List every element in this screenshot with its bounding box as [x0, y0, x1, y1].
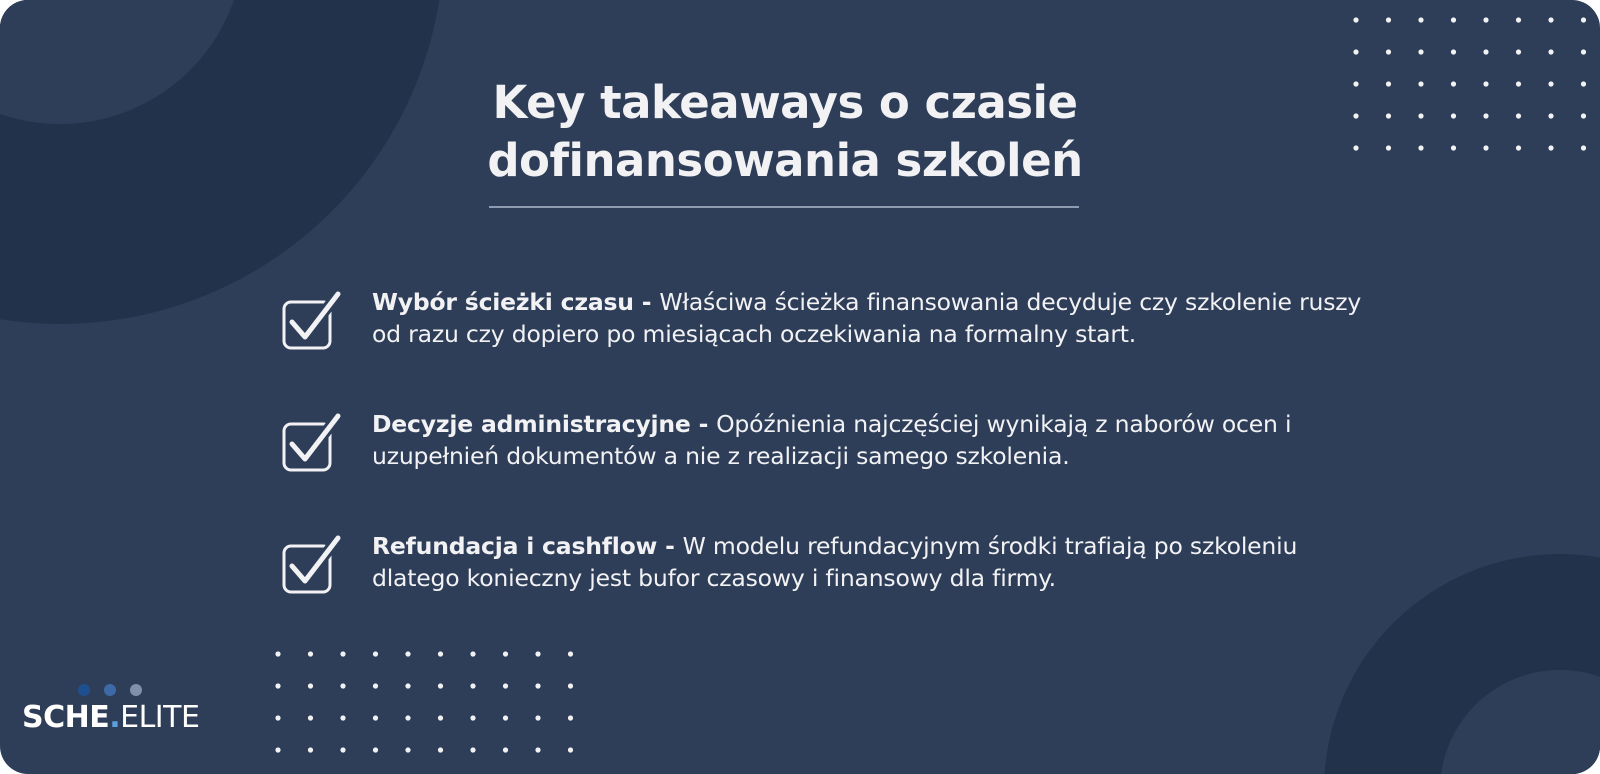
decor-dot [1353, 49, 1358, 54]
decor-dot [1483, 17, 1488, 22]
decor-dot [1483, 49, 1488, 54]
logo-dot-3 [130, 684, 142, 696]
decor-dot [535, 747, 540, 752]
checkbox-checked-icon [278, 534, 344, 600]
list-item [278, 286, 1398, 408]
decor-dot [503, 747, 508, 752]
page-title [0, 74, 1570, 190]
decor-dot [1548, 49, 1553, 54]
decor-dot [308, 715, 313, 720]
decor-dot [1581, 81, 1586, 86]
decor-dot [275, 715, 280, 720]
takeaways-list [278, 286, 1398, 652]
decor-dot [340, 747, 345, 752]
decor-dot [308, 651, 313, 656]
decor-dot [1581, 145, 1586, 150]
decor-dot [438, 747, 443, 752]
title-line-1: Key takeaways o czasie [492, 76, 1078, 129]
item-heading: Decyzje administracyjne - [372, 410, 717, 438]
decor-dot [438, 715, 443, 720]
decor-dot [470, 747, 475, 752]
decor-dot [373, 715, 378, 720]
decor-dot [535, 715, 540, 720]
title-line-2: dofinansowania szkoleń [487, 134, 1083, 187]
decor-dot [1386, 17, 1391, 22]
item-description: Opóźnienia najczęściej wynikają z naborów ocen i uzupełnień dokumentów a nie z realizacji samego szkolenia. [372, 410, 1292, 470]
checkbox-checked-icon [278, 412, 344, 478]
decor-dot [568, 683, 573, 688]
decor-dot [373, 683, 378, 688]
list-item [278, 530, 1398, 652]
decor-dot [535, 651, 540, 656]
decor-dot [535, 683, 540, 688]
decor-dot [1451, 49, 1456, 54]
decor-dot [1548, 17, 1553, 22]
logo-dot-1 [78, 684, 90, 696]
decor-dot [308, 747, 313, 752]
decor-dot [405, 651, 410, 656]
decor-dot [1418, 49, 1423, 54]
decor-dot [470, 683, 475, 688]
item-text [372, 530, 1382, 594]
decor-dot [1386, 49, 1391, 54]
item-text [372, 408, 1382, 472]
logo-part-1: SCHE [22, 700, 110, 735]
decor-dot [1516, 17, 1521, 22]
brand-logo [22, 700, 199, 736]
decor-dot [1581, 49, 1586, 54]
decor-dot [405, 747, 410, 752]
decor-dot [470, 651, 475, 656]
decor-dot [275, 651, 280, 656]
decor-dot [405, 715, 410, 720]
checkbox-checked-icon [278, 290, 344, 356]
item-heading: Refundacja i cashflow - [372, 532, 683, 560]
decor-dot [1581, 113, 1586, 118]
decor-dot [1418, 17, 1423, 22]
list-item [278, 408, 1398, 530]
decor-dot [340, 683, 345, 688]
item-heading: Wybór ścieżki czasu - [372, 288, 660, 316]
decor-dot [275, 747, 280, 752]
decor-dot [1581, 17, 1586, 22]
decor-dot [568, 651, 573, 656]
decor-dot [503, 651, 508, 656]
decor-dot [1516, 49, 1521, 54]
decor-dot [438, 683, 443, 688]
item-description: Właściwa ścieżka finansowania decyduje czy szkolenie ruszy od razu czy dopiero po miesiącach oczekiwania na formalny start. [372, 288, 1362, 348]
decor-dot [373, 651, 378, 656]
logo-dot: . [109, 700, 121, 735]
decor-dot [340, 715, 345, 720]
decor-dot [503, 683, 508, 688]
decor-dot [503, 715, 508, 720]
decor-dot [1353, 17, 1358, 22]
title-divider [489, 206, 1079, 208]
logo-dot-2 [104, 684, 116, 696]
dot-grid-bottom [275, 651, 573, 752]
decor-dot [568, 747, 573, 752]
decor-dot [438, 651, 443, 656]
decor-dot [1451, 17, 1456, 22]
decor-dot [308, 683, 313, 688]
decor-dot [373, 747, 378, 752]
item-description: W modelu refundacyjnym środki trafiają po szkoleniu dlatego konieczny jest bufor czasowy i finansowy dla firmy. [372, 532, 1298, 592]
item-text [372, 286, 1382, 350]
logo-part-2: ELITE [120, 700, 200, 735]
decor-dot [340, 651, 345, 656]
decor-dot [470, 715, 475, 720]
decor-dot [275, 683, 280, 688]
decor-dot [405, 683, 410, 688]
decor-dot [568, 715, 573, 720]
